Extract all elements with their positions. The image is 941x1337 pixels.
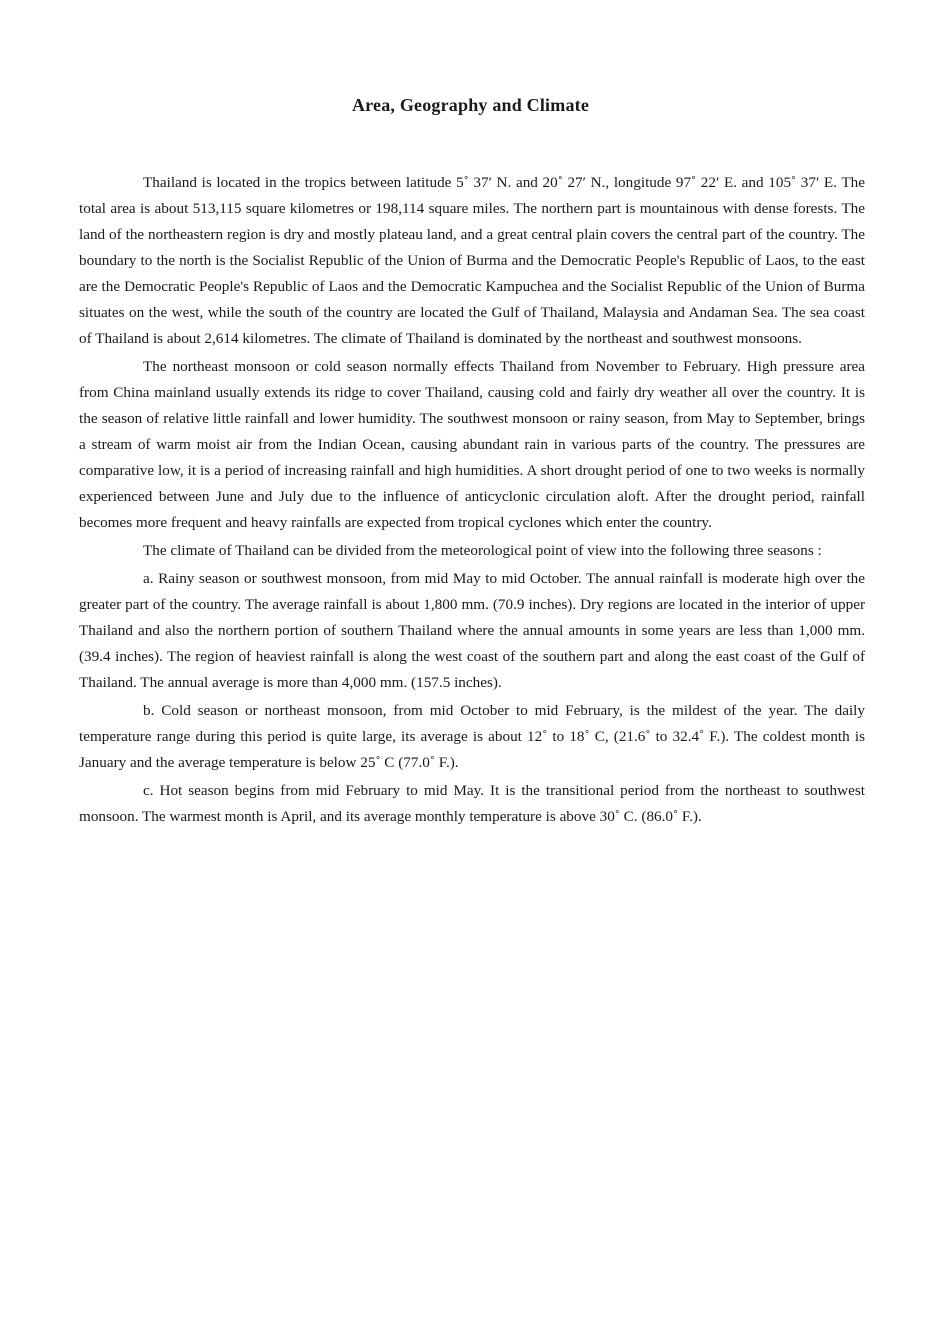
paragraph-overview: Thailand is located in the tropics between latitude 5˚ 37′ N. and 20˚ 27′ N., longitude 97˚ 22′ E. and 105˚ 37′ E. The total area is about 513,115 square kilometres or 198,114 square miles. The northern part is mountainous with dense forests. The land of the northeastern region is dry and mostly plateau land, and a great central plain covers the central part of the country. The boundary to the north is the Socialist Republic of the Union of Burma and the Democratic People's Republic of Laos, to the east are the Democratic People's Republic of Laos and the Democratic Kampuchea and the Socialist Republic of the Union of Burma situates on the west, while the south of the country are located the Gulf of Thailand, Malaysia and Andaman Sea. The sea coast of Thailand is about 2,614 kilometres. The climate of Thailand is dominated by the northeast and southwest monsoons.	[79, 174, 865, 347]
paragraph-monsoons: The northeast monsoon or cold season normally effects Thailand from November to February. High pressure area from China mainland usually extends its ridge to cover Thailand, causing cold and fairly dry weather all over the country. It is the season of relative little rainfall and lower humidity. The southwest monsoon or rainy season, from May to September, brings a stream of warm moist air from the Indian Ocean, causing abundant rain in various parts of the country. The pressures are comparative low, it is a period of increasing rainfall and high humidities. A short drought period of one to two weeks is normally experienced between June and July due to the influence of anticyclonic circulation aloft. After the drought period, rainfall becomes more frequent and heavy rainfalls are expected from tropical cyclones which enter the country.	[79, 358, 865, 531]
document-body	[79, 170, 865, 830]
paragraph-hot-season: c. Hot season begins from mid February to mid May. It is the transitional period from the northeast to southwest monsoon. The warmest month is April, and its average monthly temperature is above 30˚ C. (86.0˚ F.).	[79, 782, 865, 825]
document-title: Area, Geography and Climate	[351, 95, 590, 115]
paragraph-rainy-season: a. Rainy season or southwest monsoon, from mid May to mid October. The annual rainfall is moderate high over the greater part of the country. The average rainfall is about 1,800 mm. (70.9 inches). Dry regions are located in the interior of upper Thailand and also the northern portion of southern Thailand where the annual amounts in some years are less than 1,000 mm. (39.4 inches). The region of heaviest rainfall is along the west coast of the southern part and along the east coast of the Gulf of Thailand. The annual average is more than 4,000 mm. (157.5 inches).	[79, 570, 865, 691]
paragraph-cold-season: b. Cold season or northeast monsoon, from mid October to mid February, is the mildest of the year. The daily temperature range during this period is quite large, its average is about 12˚ to 18˚ C, (21.6˚ to 32.4˚ F.). The coldest month is January and the average temperature is below 25˚ C (77.0˚ F.).	[79, 702, 865, 771]
paragraph-seasons-intro: The climate of Thailand can be divided from the meteorological point of view into the following three seasons :	[143, 542, 822, 559]
